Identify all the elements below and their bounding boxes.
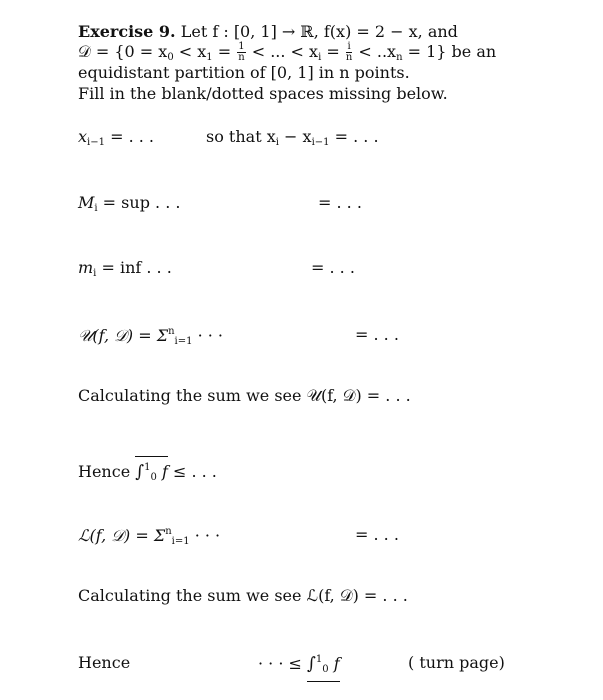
subscript: 0 [150, 472, 157, 483]
math-text: m [78, 258, 94, 277]
math-text: so that x [206, 127, 276, 146]
row-lower-hence: Hence [78, 653, 131, 672]
partition-text: < ... < x [246, 42, 319, 61]
fraction [346, 42, 352, 63]
row-lower-calc: Calculating the sum we see ℒ(f, 𝒟) = . . . [78, 586, 408, 605]
partition-text: = 1} be an [402, 42, 497, 61]
subscript: 0 [322, 664, 329, 675]
math-text: f [156, 462, 168, 481]
superscript: n [168, 326, 175, 337]
row-upper-sum [78, 322, 223, 352]
row-inf-result: = . . . [311, 258, 355, 277]
superscript: 1 [315, 654, 323, 665]
hence-label: Hence [78, 462, 136, 481]
row-lower-sum [78, 522, 220, 552]
integral-sign: ∫ [307, 654, 316, 674]
subscript: i=1 [174, 336, 193, 347]
row-upper-sum-result: = . . . [355, 325, 399, 344]
math-text: f [328, 654, 340, 673]
exercise-heading: Exercise 9. [78, 22, 176, 41]
subscript: 1 [206, 52, 213, 63]
row-difference [206, 127, 379, 153]
blank-dots: · · · [189, 526, 221, 545]
blank-dots: · · · [192, 326, 223, 345]
subscript: i [94, 203, 98, 214]
blank-dots: ≤ . . . [167, 462, 217, 481]
subscript: i [93, 268, 97, 279]
row-lower-sum-result: = . . . [355, 525, 399, 544]
row-inf [78, 258, 172, 284]
turn-page-note: ( turn page) [408, 653, 505, 672]
blank-dots: = . . . [104, 127, 154, 146]
fraction-numerator: i [347, 41, 351, 52]
integral-sign: ∫ [135, 462, 145, 482]
subscript: i [318, 52, 322, 63]
subscript: 0 [167, 52, 174, 63]
row-upper-integral [78, 456, 217, 488]
subscript: i−1 [311, 137, 330, 148]
fraction [237, 42, 245, 63]
math-text: − x [278, 127, 312, 146]
exercise-line-4: Fill in the blank/dotted spaces missing below. [78, 84, 448, 103]
blank-dots: = sup . . . [97, 193, 181, 212]
upper-integral [135, 456, 168, 488]
exercise-statement: Let f : [0, 1] → ℝ, f(x) = 2 − x, and [180, 22, 458, 41]
subscript: i [275, 137, 279, 148]
row-sup [78, 193, 180, 219]
partition-text: = [212, 42, 237, 61]
partition-text: < ..x [353, 42, 397, 61]
exercise-line-3: equidistant partition of [0, 1] in n points. [78, 63, 410, 82]
math-text: 𝒰(f, 𝒟) = Σ [78, 326, 169, 345]
partition-text: 𝒟 = {0 = x [78, 42, 168, 61]
lower-integral [307, 650, 340, 682]
blank-dots: = . . . [329, 127, 379, 146]
fraction-denominator: n [345, 52, 353, 63]
fraction-numerator: 1 [238, 41, 245, 52]
partition-text: = [321, 42, 345, 61]
subscript: i=1 [171, 536, 190, 547]
partition-text: < x [173, 42, 207, 61]
superscript: 1 [144, 462, 151, 473]
math-text: x [78, 127, 88, 146]
superscript: n [165, 526, 172, 537]
exercise-line-1 [78, 22, 458, 42]
subscript: i−1 [87, 137, 105, 148]
row-sup-result: = . . . [318, 193, 362, 212]
row-x-prev [78, 127, 154, 153]
blank-dots: · · · ≤ [258, 654, 308, 673]
blank-dots: = inf . . . [96, 258, 172, 277]
math-text: ℒ(f, 𝒟) = Σ [78, 526, 166, 545]
row-lower-integral [258, 650, 340, 682]
subscript: n [396, 52, 403, 63]
fraction-denominator: n [238, 52, 245, 63]
row-upper-calc: Calculating the sum we see 𝒰(f, 𝒟) = . . . [78, 386, 411, 405]
math-text: M [78, 193, 95, 212]
